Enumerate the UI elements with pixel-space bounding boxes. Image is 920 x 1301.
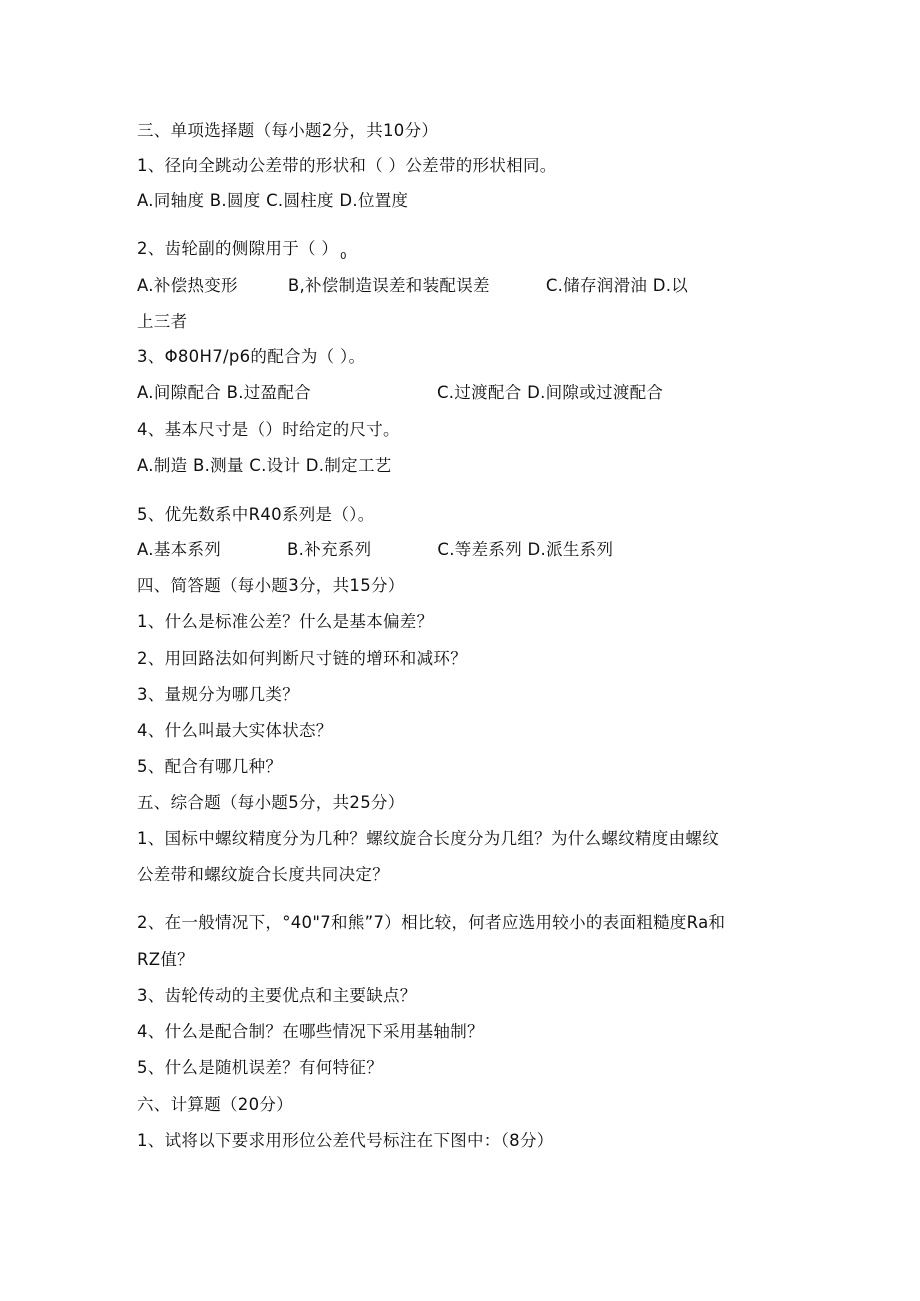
s3-question-1-options: A.同轴度 B.圆度 C.圆柱度 D.位置度 bbox=[137, 191, 409, 210]
s5-question-2-line-2: RZ值？ bbox=[137, 950, 194, 969]
s3-question-2-subscript: 0 bbox=[340, 251, 347, 262]
s5-question-4: 4、什么是配合制？在哪些情况下采用基轴制？ bbox=[137, 1022, 484, 1041]
s3-question-2-continuation: 上三者 bbox=[137, 312, 188, 331]
s3-question-3: 3、Φ80H7/p6的配合为（ ）。 bbox=[137, 347, 366, 366]
s5-question-2-line-1: 2、在一般情况下，°40"7和熊”7）相比较，何者应选用较小的表面粗糙度Ra和 bbox=[137, 913, 726, 932]
s4-item: 4、什么叫最大实体状态？ bbox=[137, 721, 333, 740]
s3-question-2-stem: 2、齿轮副的侧隙用于（ ） bbox=[137, 239, 339, 258]
section-6-title: 六、计算题（20分） bbox=[137, 1095, 293, 1114]
option-b: B.补充系列 bbox=[287, 540, 372, 559]
s3-question-4: 4、基本尺寸是（）时给定的尺寸。 bbox=[137, 420, 400, 439]
s3-question-4-options: A.制造 B.测量 C.设计 D.制定工艺 bbox=[137, 456, 392, 475]
s3-question-3-options bbox=[137, 382, 663, 404]
option-ab: A.间隙配合 B.过盈配合 bbox=[137, 383, 311, 402]
s3-question-2 bbox=[137, 238, 347, 263]
s4-item: 1、什么是标准公差？什么是基本偏差？ bbox=[137, 612, 434, 631]
s5-question-1-line-2: 公差带和螺纹旋合长度共同决定？ bbox=[137, 865, 389, 884]
s5-question-1-line-1: 1、国标中螺纹精度分为几种？螺纹旋合长度分为几组？为什么螺纹精度由螺纹 bbox=[137, 829, 719, 848]
option-cd: C.过渡配合 D.间隙或过渡配合 bbox=[436, 383, 664, 402]
s5-question-3: 3、齿轮传动的主要优点和主要缺点？ bbox=[137, 986, 417, 1005]
option-b: B,补偿制造误差和装配误差 bbox=[287, 276, 490, 295]
s6-question-1: 1、试将以下要求用形位公差代号标注在下图中：（8分） bbox=[137, 1131, 554, 1150]
section-4-title: 四、简答题（每小题3分，共15分） bbox=[137, 576, 405, 595]
option-a: A.补偿热变形 bbox=[137, 276, 238, 295]
s4-item: 2、用回路法如何判断尺寸链的增环和减环？ bbox=[137, 649, 467, 668]
option-cd: C.储存润滑油 D.以 bbox=[545, 276, 689, 295]
s3-question-5-options bbox=[137, 539, 613, 561]
s3-question-2-options bbox=[137, 275, 688, 297]
option-a: A.基本系列 bbox=[137, 540, 222, 559]
s5-question-5: 5、什么是随机误差？有何特征？ bbox=[137, 1058, 383, 1077]
option-cd: C.等差系列 D.派生系列 bbox=[437, 540, 614, 559]
section-5-title: 五、综合题（每小题5分，共25分） bbox=[137, 793, 405, 812]
section-3-title: 三、单项选择题（每小题2分，共10分） bbox=[137, 121, 439, 140]
s4-item: 5、配合有哪几种？ bbox=[137, 757, 283, 776]
s4-item: 3、量规分为哪几类？ bbox=[137, 685, 299, 704]
s3-question-1: 1、径向全跳动公差带的形状和（ ）公差带的形状相同。 bbox=[137, 156, 557, 175]
s3-question-5: 5、优先数系中R40系列是（）。 bbox=[137, 505, 375, 524]
